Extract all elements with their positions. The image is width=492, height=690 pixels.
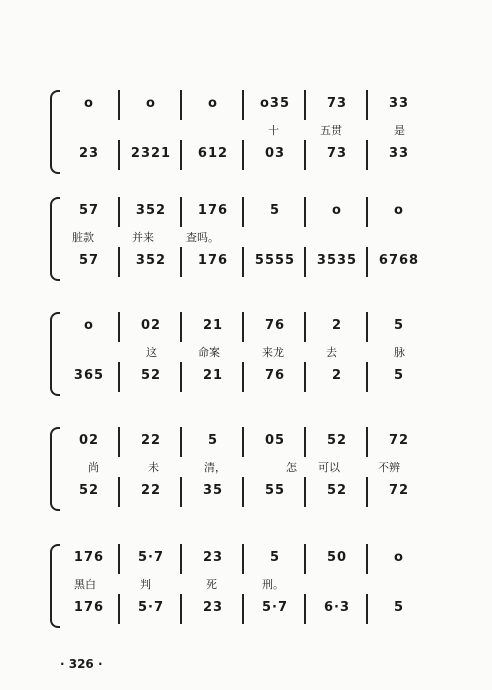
lyric: 黑白 — [74, 578, 96, 591]
lyric: 是 — [394, 124, 405, 137]
lyric: 脉 — [394, 346, 405, 359]
upper-note: 33 — [388, 96, 410, 111]
lower-note: 33 — [388, 146, 410, 161]
lyric: 来龙 — [262, 346, 284, 359]
lyric: 五贯 — [320, 124, 342, 137]
upper-note: o — [394, 550, 404, 565]
lower-note: 176 — [197, 253, 229, 268]
lower-note: 52 — [140, 368, 162, 383]
lyric: 可以 — [318, 461, 340, 474]
lower-note: 55 — [264, 483, 286, 498]
lower-note: 23 — [78, 146, 100, 161]
lower-note: 52 — [78, 483, 100, 498]
upper-note: 22 — [140, 433, 162, 448]
upper-note: 21 — [202, 318, 224, 333]
upper-note: 23 — [202, 550, 224, 565]
lower-note: 5 — [393, 600, 405, 615]
lyric: 脏款 — [72, 231, 94, 244]
score-system-1 — [0, 78, 492, 178]
upper-note: 52 — [326, 433, 348, 448]
lyric: 判 — [140, 578, 151, 591]
upper-note: 05 — [264, 433, 286, 448]
lower-note: 352 — [135, 253, 167, 268]
upper-note: o — [394, 203, 404, 218]
lower-note: 23 — [202, 600, 224, 615]
lower-note: 6768 — [378, 253, 420, 268]
lyric: 十 — [268, 124, 279, 137]
lyric: 命案 — [198, 346, 220, 359]
lyric: 怎 — [286, 461, 297, 474]
upper-note: 5 — [269, 203, 281, 218]
lyric: 清， — [204, 461, 226, 474]
lyric: 并来 — [132, 231, 154, 244]
lower-note: 2 — [331, 368, 343, 383]
score-system-2 — [0, 185, 492, 285]
score-system-4 — [0, 415, 492, 515]
lower-note: 73 — [326, 146, 348, 161]
upper-note: 72 — [388, 433, 410, 448]
page-number: · 326 · — [60, 657, 103, 671]
lower-note: 21 — [202, 368, 224, 383]
lower-note: 5555 — [254, 253, 296, 268]
lower-note: 57 — [78, 253, 100, 268]
upper-note: o — [84, 96, 94, 111]
lyric: 未 — [148, 461, 159, 474]
upper-note: o — [208, 96, 218, 111]
lyric: 去 — [326, 346, 337, 359]
lower-note: 612 — [197, 146, 229, 161]
lower-note: 3535 — [316, 253, 358, 268]
lower-note: 5·7 — [137, 600, 165, 615]
upper-note: 76 — [264, 318, 286, 333]
lyric: 尚 — [88, 461, 99, 474]
upper-note: 5 — [269, 550, 281, 565]
upper-note: 5 — [207, 433, 219, 448]
upper-note: 5 — [393, 318, 405, 333]
lower-note: 72 — [388, 483, 410, 498]
upper-note: 352 — [135, 203, 167, 218]
lyric: 死 — [206, 578, 217, 591]
upper-note: 176 — [73, 550, 105, 565]
upper-note: 73 — [326, 96, 348, 111]
upper-note: 02 — [140, 318, 162, 333]
lower-note: 22 — [140, 483, 162, 498]
lyric: 不辨 — [378, 461, 400, 474]
lower-note: 5 — [393, 368, 405, 383]
lyric: 刑。 — [262, 578, 284, 591]
score-system-3 — [0, 300, 492, 400]
lower-note: 6·3 — [323, 600, 351, 615]
lower-note: 176 — [73, 600, 105, 615]
upper-note: o — [332, 203, 342, 218]
upper-note: 5·7 — [137, 550, 165, 565]
lower-note: 76 — [264, 368, 286, 383]
lower-note: 365 — [73, 368, 105, 383]
lower-note: 5·7 — [261, 600, 289, 615]
upper-note: 50 — [326, 550, 348, 565]
upper-note: 176 — [197, 203, 229, 218]
lower-note: 35 — [202, 483, 224, 498]
upper-note: 57 — [78, 203, 100, 218]
lower-note: 2321 — [130, 146, 172, 161]
upper-note: 2 — [331, 318, 343, 333]
lyric: 这 — [146, 346, 157, 359]
upper-note: o35 — [259, 96, 291, 111]
lyric: 查吗。 — [186, 231, 219, 244]
upper-note: o — [146, 96, 156, 111]
upper-note: o — [84, 318, 94, 333]
upper-note: 02 — [78, 433, 100, 448]
lower-note: 03 — [264, 146, 286, 161]
lower-note: 52 — [326, 483, 348, 498]
score-system-5 — [0, 532, 492, 632]
